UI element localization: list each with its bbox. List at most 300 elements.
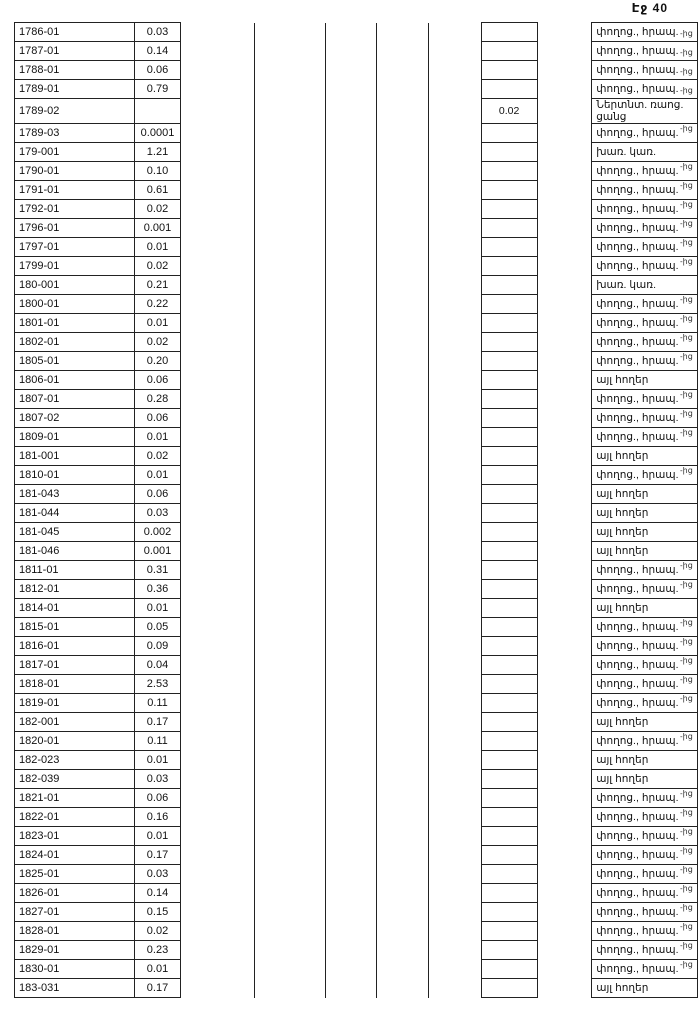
value-cell: 0.10	[134, 162, 181, 181]
empty-cell	[537, 42, 592, 61]
secondary-value-cell	[481, 42, 537, 61]
code: 1789-02	[15, 99, 135, 124]
table-row	[15, 846, 698, 865]
description-cell: այլ հողեր	[592, 751, 698, 770]
page-number: Էջ 40	[631, 1, 668, 15]
code: 1819-01	[15, 694, 135, 713]
value-cell: 0.06	[134, 409, 181, 428]
empty-cell	[325, 751, 377, 770]
description-cell: փողոց., հրապ.	[592, 428, 698, 447]
value-cell: 0.03	[134, 23, 181, 42]
empty-cell	[429, 276, 482, 295]
margin-mark: -ից	[680, 428, 693, 437]
table-row	[15, 713, 698, 732]
empty-cell	[537, 542, 592, 561]
margin-mark: -ից	[680, 580, 693, 589]
code: 1788-01	[15, 61, 135, 80]
empty-cell	[537, 789, 592, 808]
table-row	[15, 466, 698, 485]
empty-cell	[429, 371, 482, 390]
empty-cell	[429, 865, 482, 884]
code: 1811-01	[15, 561, 135, 580]
empty-cell	[325, 694, 377, 713]
description-cell: այլ հողեր	[592, 770, 698, 789]
code: 1830-01	[15, 960, 135, 979]
empty-cell	[537, 504, 592, 523]
empty-cell	[325, 238, 377, 257]
empty-cell	[325, 561, 377, 580]
empty-cell	[537, 922, 592, 941]
value-cell: 0.11	[134, 732, 181, 751]
table-row	[15, 333, 698, 352]
empty-cell	[537, 409, 592, 428]
secondary-value-cell	[481, 466, 537, 485]
margin-mark: -ից	[680, 846, 693, 855]
empty-cell	[537, 99, 592, 124]
empty-cell	[181, 276, 255, 295]
empty-cell	[325, 903, 377, 922]
empty-cell	[429, 219, 482, 238]
empty-cell	[377, 770, 429, 789]
empty-cell	[255, 257, 326, 276]
empty-cell	[255, 865, 326, 884]
empty-cell	[377, 80, 429, 99]
empty-cell	[325, 941, 377, 960]
table-row	[15, 257, 698, 276]
empty-cell	[255, 485, 326, 504]
description-cell: փողոց., հրապ.	[592, 694, 698, 713]
margin-mark: -ից	[680, 466, 693, 475]
empty-cell	[537, 352, 592, 371]
empty-cell	[181, 409, 255, 428]
empty-cell	[537, 162, 592, 181]
margin-mark: -ից	[680, 162, 693, 171]
empty-cell	[429, 295, 482, 314]
empty-cell	[181, 428, 255, 447]
secondary-value-cell	[481, 884, 537, 903]
empty-cell	[181, 846, 255, 865]
empty-cell	[537, 846, 592, 865]
value-cell: 0.28	[134, 390, 181, 409]
table-row	[15, 80, 698, 99]
empty-cell	[325, 219, 377, 238]
empty-cell	[325, 314, 377, 333]
empty-cell	[429, 504, 482, 523]
empty-cell	[537, 618, 592, 637]
table-row	[15, 162, 698, 181]
empty-cell	[255, 219, 326, 238]
empty-cell	[429, 770, 482, 789]
code: 180-001	[15, 276, 135, 295]
code: 1826-01	[15, 884, 135, 903]
empty-cell	[429, 694, 482, 713]
description-cell: փողոց., հրապ.	[592, 618, 698, 637]
empty-cell	[429, 580, 482, 599]
empty-cell	[255, 295, 326, 314]
empty-cell	[255, 561, 326, 580]
empty-cell	[255, 390, 326, 409]
secondary-value-cell	[481, 542, 537, 561]
table-row	[15, 979, 698, 998]
empty-cell	[325, 257, 377, 276]
secondary-value-cell	[481, 941, 537, 960]
empty-cell	[181, 314, 255, 333]
value-cell: 0.06	[134, 485, 181, 504]
secondary-value-cell	[481, 276, 537, 295]
empty-cell	[377, 903, 429, 922]
table-row	[15, 447, 698, 466]
empty-cell	[429, 523, 482, 542]
secondary-value-cell	[481, 428, 537, 447]
empty-cell	[537, 124, 592, 143]
table-row	[15, 542, 698, 561]
value-cell: 0.01	[134, 314, 181, 333]
code: 1786-01	[15, 23, 135, 42]
code: 1823-01	[15, 827, 135, 846]
empty-cell	[537, 257, 592, 276]
empty-cell	[377, 485, 429, 504]
empty-cell	[377, 42, 429, 61]
empty-cell	[429, 656, 482, 675]
empty-cell	[429, 61, 482, 80]
empty-cell	[181, 219, 255, 238]
empty-cell	[325, 371, 377, 390]
empty-cell	[325, 428, 377, 447]
secondary-value-cell	[481, 200, 537, 219]
value-cell: 0.23	[134, 941, 181, 960]
description-cell: այլ հողեր	[592, 542, 698, 561]
empty-cell	[181, 162, 255, 181]
empty-cell	[255, 675, 326, 694]
secondary-value-cell	[481, 770, 537, 789]
empty-cell	[429, 675, 482, 694]
code: 1789-03	[15, 124, 135, 143]
empty-cell	[255, 941, 326, 960]
description-cell: փողոց., հրապ.	[592, 922, 698, 941]
margin-mark: -ից	[680, 656, 693, 665]
code: 181-044	[15, 504, 135, 523]
empty-cell	[325, 789, 377, 808]
description-cell: փողոց., հրապ.	[592, 903, 698, 922]
description-cell: փողոց., հրապ.	[592, 865, 698, 884]
code: 1800-01	[15, 295, 135, 314]
code: 1789-01	[15, 80, 135, 99]
empty-cell	[429, 713, 482, 732]
empty-cell	[255, 751, 326, 770]
secondary-value-cell	[481, 618, 537, 637]
value-cell: 0.06	[134, 61, 181, 80]
empty-cell	[377, 675, 429, 694]
empty-cell	[181, 713, 255, 732]
empty-cell	[325, 485, 377, 504]
empty-cell	[325, 295, 377, 314]
empty-cell	[181, 390, 255, 409]
empty-cell	[255, 314, 326, 333]
empty-cell	[255, 827, 326, 846]
margin-mark: -ից	[680, 865, 693, 874]
empty-cell	[181, 80, 255, 99]
empty-cell	[377, 751, 429, 770]
table-row	[15, 143, 698, 162]
description-cell: այլ հողեր	[592, 599, 698, 618]
empty-cell	[377, 789, 429, 808]
value-cell: 0.01	[134, 827, 181, 846]
empty-cell	[181, 979, 255, 998]
secondary-value-cell	[481, 903, 537, 922]
table-row	[15, 200, 698, 219]
empty-cell	[181, 865, 255, 884]
code: 1822-01	[15, 808, 135, 827]
table-row	[15, 390, 698, 409]
empty-cell	[537, 865, 592, 884]
empty-cell	[325, 42, 377, 61]
empty-cell	[181, 466, 255, 485]
empty-cell	[537, 523, 592, 542]
description-cell: այլ հողեր	[592, 371, 698, 390]
empty-cell	[377, 238, 429, 257]
secondary-value-cell	[481, 599, 537, 618]
empty-cell	[255, 61, 326, 80]
empty-cell	[255, 409, 326, 428]
empty-cell	[255, 922, 326, 941]
secondary-value-cell	[481, 827, 537, 846]
margin-mark: -ից	[680, 29, 693, 38]
margin-mark: -ից	[680, 941, 693, 950]
value-cell: 0.17	[134, 979, 181, 998]
empty-cell	[429, 960, 482, 979]
empty-cell	[325, 466, 377, 485]
empty-cell	[255, 99, 326, 124]
table-row	[15, 808, 698, 827]
empty-cell	[377, 504, 429, 523]
code: 1807-02	[15, 409, 135, 428]
value-cell: 0.03	[134, 865, 181, 884]
empty-cell	[255, 580, 326, 599]
empty-cell	[377, 808, 429, 827]
empty-cell	[429, 941, 482, 960]
empty-cell	[429, 352, 482, 371]
description-cell: փողոց., հրապ.	[592, 61, 698, 80]
code: 1824-01	[15, 846, 135, 865]
table-row	[15, 523, 698, 542]
empty-cell	[429, 200, 482, 219]
margin-mark: -ից	[680, 257, 693, 266]
secondary-value-cell: 0.02	[481, 99, 537, 124]
secondary-value-cell	[481, 504, 537, 523]
code: 1816-01	[15, 637, 135, 656]
code: 1799-01	[15, 257, 135, 276]
empty-cell	[377, 618, 429, 637]
description-cell: փողոց., հրապ.	[592, 23, 698, 42]
empty-cell	[181, 143, 255, 162]
description-cell: փողոց., հրապ.	[592, 637, 698, 656]
empty-cell	[377, 542, 429, 561]
empty-cell	[429, 789, 482, 808]
empty-cell	[537, 751, 592, 770]
secondary-value-cell	[481, 580, 537, 599]
empty-cell	[537, 219, 592, 238]
secondary-value-cell	[481, 409, 537, 428]
description-cell: այլ հողեր	[592, 485, 698, 504]
empty-cell	[255, 903, 326, 922]
secondary-value-cell	[481, 979, 537, 998]
secondary-value-cell	[481, 808, 537, 827]
empty-cell	[429, 447, 482, 466]
value-cell: 0.21	[134, 276, 181, 295]
description-cell: փողոց., հրապ.	[592, 656, 698, 675]
margin-mark: -ից	[680, 390, 693, 399]
description-cell: խառ. կառ.	[592, 276, 698, 295]
margin-mark: -ից	[680, 884, 693, 893]
table-row	[15, 219, 698, 238]
secondary-value-cell	[481, 751, 537, 770]
description-cell: փողոց., հրապ.	[592, 941, 698, 960]
code: 1797-01	[15, 238, 135, 257]
empty-cell	[377, 656, 429, 675]
description-cell: փողոց., հրապ.	[592, 675, 698, 694]
table-row	[15, 960, 698, 979]
description-cell: փողոց., հրապ.	[592, 409, 698, 428]
value-cell: 0.79	[134, 80, 181, 99]
table-row	[15, 485, 698, 504]
margin-mark: -ից	[680, 618, 693, 627]
empty-cell	[537, 428, 592, 447]
empty-cell	[377, 295, 429, 314]
value-cell: 0.04	[134, 656, 181, 675]
empty-cell	[255, 162, 326, 181]
value-cell: 0.17	[134, 713, 181, 732]
empty-cell	[181, 903, 255, 922]
table-row	[15, 789, 698, 808]
empty-cell	[537, 371, 592, 390]
code: 1827-01	[15, 903, 135, 922]
empty-cell	[255, 504, 326, 523]
description-cell: փողոց., հրապ.	[592, 960, 698, 979]
table-row	[15, 61, 698, 80]
table-row	[15, 352, 698, 371]
value-cell: 0.02	[134, 200, 181, 219]
secondary-value-cell	[481, 143, 537, 162]
value-cell: 0.01	[134, 599, 181, 618]
empty-cell	[325, 390, 377, 409]
empty-cell	[537, 143, 592, 162]
empty-cell	[325, 80, 377, 99]
empty-cell	[377, 61, 429, 80]
empty-cell	[255, 466, 326, 485]
description-cell: փողոց., հրապ.	[592, 561, 698, 580]
empty-cell	[255, 276, 326, 295]
code: 1812-01	[15, 580, 135, 599]
secondary-value-cell	[481, 124, 537, 143]
secondary-value-cell	[481, 352, 537, 371]
empty-cell	[255, 542, 326, 561]
empty-cell	[325, 523, 377, 542]
secondary-value-cell	[481, 713, 537, 732]
empty-cell	[325, 865, 377, 884]
margin-mark: -ից	[680, 200, 693, 209]
empty-cell	[255, 960, 326, 979]
secondary-value-cell	[481, 922, 537, 941]
empty-cell	[537, 466, 592, 485]
margin-mark: -ից	[680, 732, 693, 741]
description-cell: այլ հողեր	[592, 447, 698, 466]
secondary-value-cell	[481, 61, 537, 80]
empty-cell	[377, 200, 429, 219]
empty-cell	[255, 352, 326, 371]
empty-cell	[181, 542, 255, 561]
value-cell: 0.36	[134, 580, 181, 599]
margin-mark: -ից	[680, 124, 693, 133]
table-row	[15, 827, 698, 846]
code: 1792-01	[15, 200, 135, 219]
value-cell: 0.01	[134, 751, 181, 770]
margin-mark: -ից	[680, 238, 693, 247]
table-row	[15, 751, 698, 770]
code: 183-031	[15, 979, 135, 998]
value-cell: 0.05	[134, 618, 181, 637]
empty-cell	[429, 23, 482, 42]
empty-cell	[255, 846, 326, 865]
description-cell: այլ հողեր	[592, 504, 698, 523]
code: 1806-01	[15, 371, 135, 390]
value-cell: 0.03	[134, 770, 181, 789]
empty-cell	[377, 143, 429, 162]
empty-cell	[255, 124, 326, 143]
empty-cell	[377, 466, 429, 485]
table-row	[15, 314, 698, 333]
description-cell: այլ հողեր	[592, 979, 698, 998]
code: 1817-01	[15, 656, 135, 675]
empty-cell	[377, 827, 429, 846]
description-cell: փողոց., հրապ.	[592, 314, 698, 333]
table-row	[15, 922, 698, 941]
empty-cell	[255, 447, 326, 466]
table-row	[15, 884, 698, 903]
margin-mark: -ից	[680, 808, 693, 817]
empty-cell	[429, 618, 482, 637]
margin-mark: -ից	[680, 922, 693, 931]
value-cell: 0.09	[134, 637, 181, 656]
land-ledger-table	[14, 22, 698, 998]
empty-cell	[429, 257, 482, 276]
empty-cell	[429, 542, 482, 561]
margin-mark: -ից	[680, 48, 693, 57]
empty-cell	[325, 675, 377, 694]
empty-cell	[429, 314, 482, 333]
empty-cell	[325, 61, 377, 80]
empty-cell	[325, 200, 377, 219]
empty-cell	[325, 276, 377, 295]
empty-cell	[377, 922, 429, 941]
margin-mark: -ից	[680, 333, 693, 342]
value-cell: 0.02	[134, 447, 181, 466]
empty-cell	[325, 23, 377, 42]
empty-cell	[377, 523, 429, 542]
secondary-value-cell	[481, 960, 537, 979]
empty-cell	[181, 42, 255, 61]
empty-cell	[181, 447, 255, 466]
code: 1828-01	[15, 922, 135, 941]
secondary-value-cell	[481, 732, 537, 751]
empty-cell	[325, 333, 377, 352]
table-row	[15, 124, 698, 143]
description-cell: փողոց., հրապ.	[592, 808, 698, 827]
empty-cell	[429, 751, 482, 770]
table-row	[15, 181, 698, 200]
empty-cell	[537, 827, 592, 846]
secondary-value-cell	[481, 447, 537, 466]
empty-cell	[181, 941, 255, 960]
